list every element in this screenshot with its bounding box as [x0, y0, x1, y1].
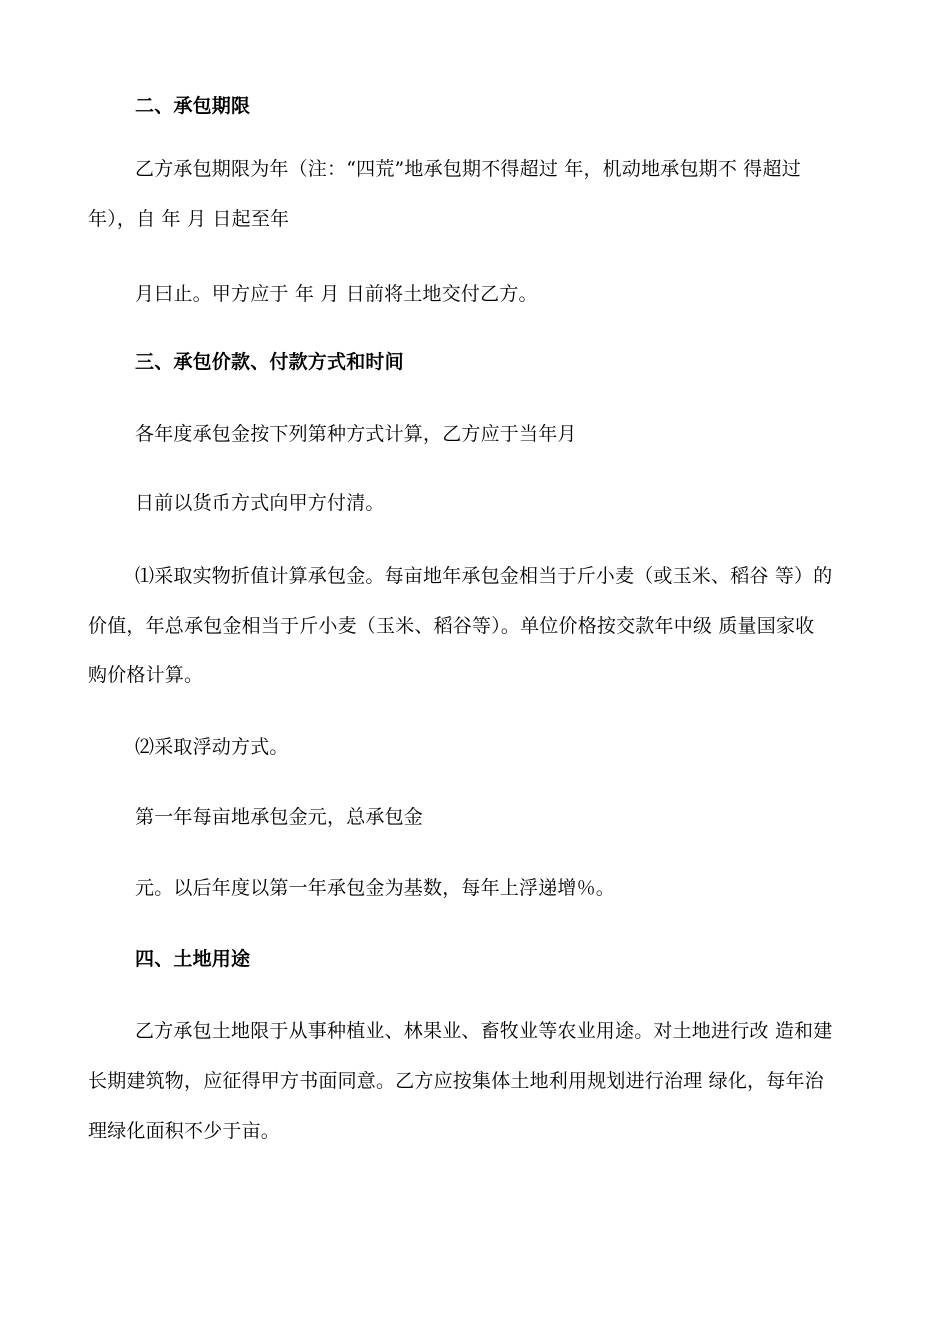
- section-3-item-2-paragraph-2: 元。以后年度以第一年承包金为基数，每年上浮递增％。: [135, 877, 616, 899]
- section-4-paragraph-line-1: 乙方承包土地限于从事种植业、林果业、畜牧业等农业用途。对土地进行改 造和建: [135, 1020, 833, 1042]
- section-3-item-2: ⑵采取浮动方式。: [135, 736, 289, 758]
- section-4-paragraph-line-3: 理绿化面积不少于亩。: [88, 1120, 281, 1142]
- section-3-paragraph-1: 各年度承包金按下列第种方式计算，乙方应于当年月: [135, 423, 577, 445]
- section-3-item-1-line-1: ⑴采取实物折值计算承包金。每亩地年承包金相当于斤小麦（或玉米、稻谷 等）的: [135, 565, 833, 587]
- section-3-item-1-line-2: 价值，年总承包金相当于斤小麦（玉米、稻谷等）。单位价格按交款年中级 质量国家收: [88, 615, 815, 637]
- section-2-heading: 二、承包期限: [135, 95, 251, 117]
- section-3-item-1-line-3: 购价格计算。: [88, 664, 204, 686]
- section-2-paragraph-1-line-1: 乙方承包期限为年（注：“四荒”地承包期不得超过 年，机动地承包期不 得超过: [135, 158, 801, 180]
- section-2-paragraph-2: 月曰止。甲方应于 年 月 日前将土地交付乙方。: [135, 283, 538, 305]
- section-2-paragraph-1-line-2: 年），自 年 月 日起至年: [88, 208, 290, 230]
- section-4-paragraph-line-2: 长期建筑物，应征得甲方书面同意。乙方应按集体土地利用规划进行治理 绿化，每年治: [88, 1070, 824, 1092]
- section-3-paragraph-2: 日前以货币方式向甲方付清。: [135, 492, 385, 514]
- section-3-heading: 三、承包价款、付款方式和时间: [135, 351, 404, 373]
- section-4-heading: 四、土地用途: [135, 948, 251, 970]
- section-3-item-2-paragraph-1: 第一年每亩地承包金元，总承包金: [135, 806, 424, 828]
